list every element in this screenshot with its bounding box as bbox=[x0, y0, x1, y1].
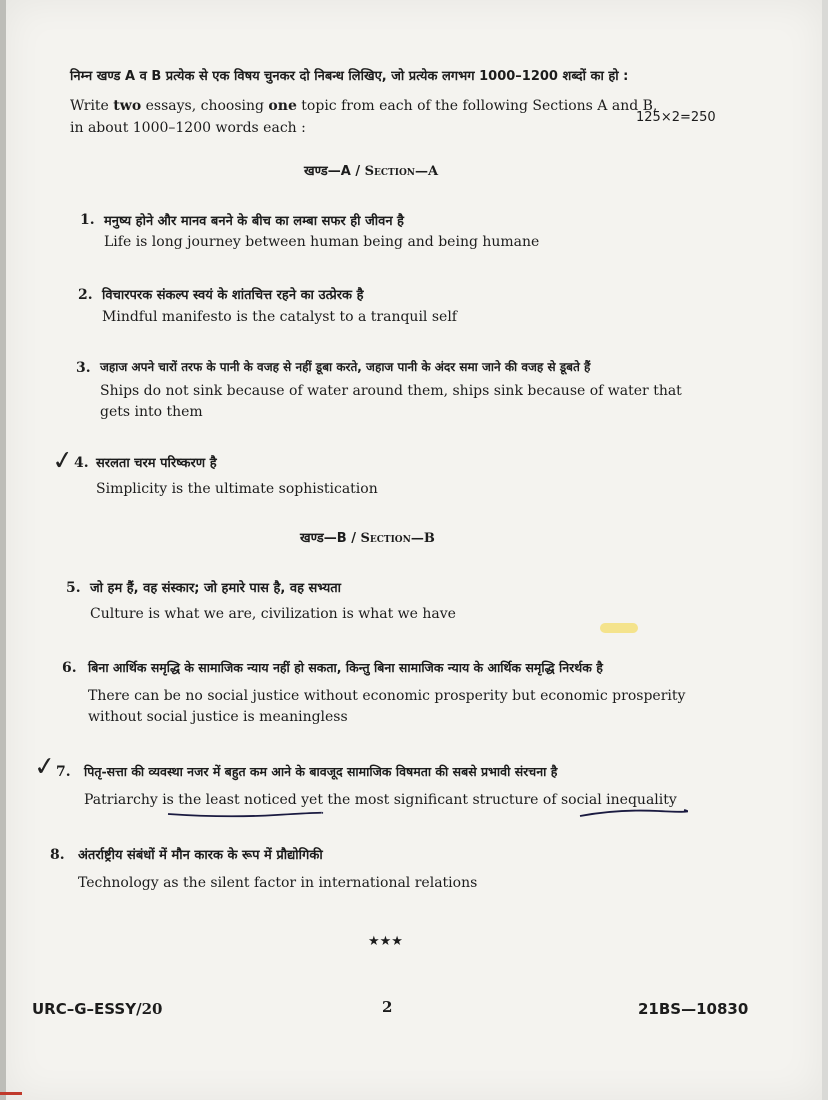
topic-1-english: Life is long journey between human being and being humane bbox=[104, 234, 540, 250]
highlighter-mark bbox=[600, 623, 638, 633]
section-a-title-english: Section—A bbox=[364, 164, 439, 179]
topic-2-hindi: विचारपरक संकल्प स्वयं के शांतचित्त रहने का उत्प्रेरक है bbox=[102, 288, 364, 303]
end-of-paper-stars: ★★★ bbox=[368, 934, 403, 949]
topic-3-hindi: जहाज अपने चारों तरफ के पानी के वजह से नहीं डूबा करते, जहाज पानी के अंदर समा जाने की वजह से डूबते हैं bbox=[100, 360, 591, 374]
section-b-title-english: Section—B bbox=[360, 531, 435, 546]
topic-7-hindi: पितृ-सत्ता की व्यवस्था नजर में बहुत कम आने के बावजूद सामाजिक विषमता की सबसे प्रभावी संरचना है bbox=[84, 764, 558, 779]
topic-5-english: Culture is what we are, civilization is what we have bbox=[90, 606, 456, 622]
topic-8-number: 8. bbox=[50, 847, 65, 863]
topic-6-english: There can be no social justice without economic prosperity but economic prosperity bbox=[88, 688, 686, 704]
question-paper-page bbox=[6, 0, 822, 1100]
topic-1-hindi: मनुष्य होने और मानव बनने के बीच का लम्बा सफर ही जीवन है bbox=[104, 214, 404, 229]
handwritten-tick-icon: ✓ bbox=[32, 750, 58, 784]
topic-3-number: 3. bbox=[76, 360, 91, 376]
marks-allocation: 125×2=250 bbox=[636, 110, 716, 125]
topic-5-number: 5. bbox=[66, 580, 81, 596]
paper-code: URC–G–ESSY/20 bbox=[32, 1000, 163, 1018]
red-margin-mark bbox=[0, 1092, 22, 1095]
instructions-english-line2: in about 1000–1200 words each : bbox=[70, 120, 306, 136]
section-a-heading bbox=[304, 161, 438, 179]
topic-5-hindi: जो हम हैं, वह संस्कार; जो हमारे पास है, वह सभ्यता bbox=[90, 581, 342, 596]
topic-7-english: Patriarchy is the least noticed yet the most significant structure of social inequality bbox=[84, 792, 677, 808]
topic-7-number: 7. bbox=[56, 764, 71, 780]
page-number: 2 bbox=[382, 998, 393, 1016]
pen-underline-icon bbox=[166, 808, 326, 820]
topic-4-hindi: सरलता चरम परिष्करण है bbox=[96, 456, 217, 471]
topic-6-hindi: बिना आर्थिक समृद्धि के सामाजिक न्याय नहीं हो सकता, किन्तु बिना सामाजिक न्याय के आर्थिक समृद्धि निरर्थक है bbox=[88, 660, 603, 675]
topic-2-number: 2. bbox=[78, 287, 93, 303]
topic-2-english: Mindful manifesto is the catalyst to a tranquil self bbox=[102, 309, 457, 325]
instructions-english-line1: Write two essays, choosing one topic from each of the following Sections A and B, bbox=[70, 98, 658, 114]
topic-4-english: Simplicity is the ultimate sophistication bbox=[96, 481, 378, 497]
pen-underline-icon bbox=[578, 806, 688, 820]
handwritten-tick-icon: ✓ bbox=[50, 444, 76, 478]
section-a-title-hindi: खण्ड—A / bbox=[304, 164, 361, 179]
topic-6-english-line2: without social justice is meaningless bbox=[88, 709, 348, 725]
topic-4-number: 4. bbox=[74, 455, 89, 471]
instructions-hindi: निम्न खण्ड A व B प्रत्येक से एक विषय चुनकर दो निबन्ध लिखिए, जो प्रत्येक लगभग 1000–1200 शब्दों का हो : bbox=[70, 69, 629, 84]
topic-8-hindi: अंतर्राष्ट्रीय संबंधों में मौन कारक के रूप में प्रौद्योगिकी bbox=[78, 848, 323, 863]
topic-1-number: 1. bbox=[80, 212, 95, 228]
section-b-heading bbox=[300, 528, 435, 546]
section-b-title-hindi: खण्ड—B / bbox=[300, 531, 356, 546]
topic-6-number: 6. bbox=[62, 660, 77, 676]
topic-8-english: Technology as the silent factor in international relations bbox=[78, 875, 478, 891]
topic-3-english-line2: gets into them bbox=[100, 404, 203, 420]
topic-3-english: Ships do not sink because of water around them, ships sink because of water that bbox=[100, 383, 682, 399]
serial-number: 21BS—10830 bbox=[638, 1000, 749, 1018]
